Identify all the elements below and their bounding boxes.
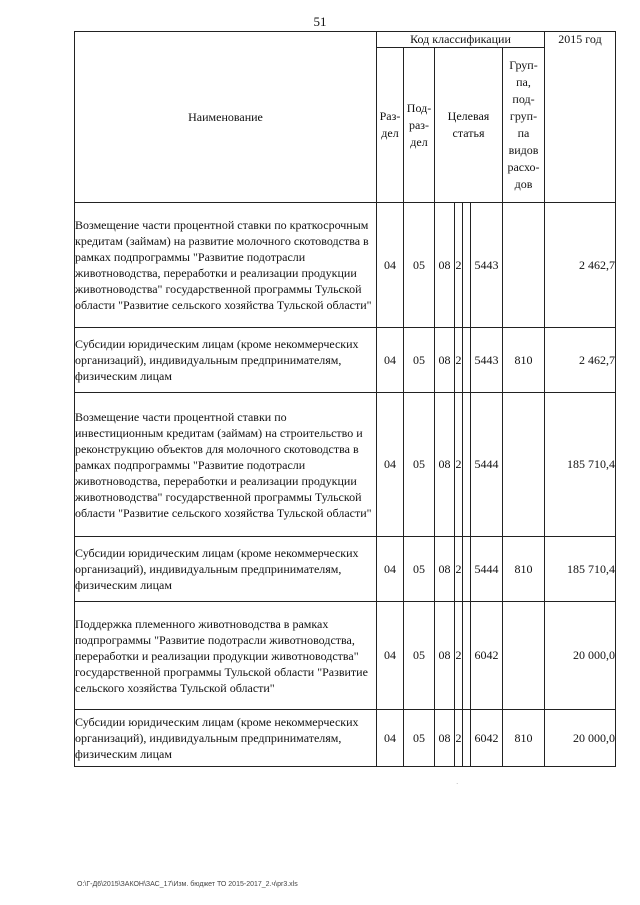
header-code-group: Код классификации bbox=[377, 32, 545, 48]
row-podrazdel: 05 bbox=[404, 710, 435, 767]
header-group-line: под- bbox=[512, 92, 535, 106]
header-group-line: дов bbox=[514, 177, 533, 191]
row-target-blank bbox=[463, 203, 471, 328]
row-target-program: 08 bbox=[435, 328, 455, 393]
row-razdel: 04 bbox=[377, 537, 404, 602]
header-podrazdel-line: раз- bbox=[408, 117, 430, 132]
row-razdel: 04 bbox=[377, 602, 404, 710]
row-target-subprogram: 2 bbox=[455, 393, 463, 537]
header-razdel-line: дел bbox=[381, 126, 399, 140]
row-name: Возмещение части процентной ставки по инвестиционным кредитам (займам) на строительство и реконструкцию объектов для молочного скотоводства в рамках подпрограммы "Развитие подотрасли животноводства, переработки и реализации продукции животноводства" государственной программы Тульской области "Развитие сельского хозяйства Тульской области" bbox=[75, 393, 377, 537]
header-group-line: Груп- bbox=[509, 58, 538, 72]
row-amount: 20 000,0 bbox=[545, 602, 616, 710]
table-row bbox=[75, 537, 616, 602]
row-group: 810 bbox=[503, 537, 545, 602]
table-row bbox=[75, 710, 616, 767]
row-target-blank bbox=[463, 393, 471, 537]
row-target-code: 5443 bbox=[471, 328, 503, 393]
row-target-subprogram: 2 bbox=[455, 710, 463, 767]
row-group bbox=[503, 602, 545, 710]
row-amount: 20 000,0 bbox=[545, 710, 616, 767]
row-target-subprogram: 2 bbox=[455, 203, 463, 328]
row-target-code: 5444 bbox=[471, 393, 503, 537]
row-razdel: 04 bbox=[377, 393, 404, 537]
row-group: 810 bbox=[503, 710, 545, 767]
row-razdel: 04 bbox=[377, 328, 404, 393]
row-target-blank bbox=[463, 537, 471, 602]
row-target-program: 08 bbox=[435, 710, 455, 767]
row-podrazdel: 05 bbox=[404, 602, 435, 710]
header-target-line: статья bbox=[452, 126, 485, 140]
header-podrazdel-line: дел bbox=[410, 134, 428, 149]
header-name: Наименование bbox=[75, 32, 377, 203]
row-name: Поддержка племенного животноводства в рамках подпрограммы "Развитие подотрасли животноводства, переработки и реализации продукции животноводства" государственной программы Тульской области "Развитие сельского хозяйства Тульской области" bbox=[75, 602, 377, 710]
table-row bbox=[75, 328, 616, 393]
header-group-line: па, bbox=[516, 75, 531, 89]
row-group bbox=[503, 203, 545, 328]
header-group-line: па bbox=[517, 126, 530, 140]
row-target-code: 5444 bbox=[471, 537, 503, 602]
header-podrazdel bbox=[404, 48, 435, 203]
header-group-line: видов bbox=[508, 143, 539, 157]
row-name: Субсидии юридическим лицам (кроме некоммерческих организаций), индивидуальным предпринимателям, физическим лицам bbox=[75, 328, 377, 393]
row-podrazdel: 05 bbox=[404, 203, 435, 328]
table-row bbox=[75, 203, 616, 328]
row-podrazdel: 05 bbox=[404, 537, 435, 602]
row-target-subprogram: 2 bbox=[455, 537, 463, 602]
header-podrazdel-line: Под- bbox=[406, 100, 432, 115]
row-target-code: 6042 bbox=[471, 710, 503, 767]
row-amount: 2 462,7 bbox=[545, 328, 616, 393]
row-target-subprogram: 2 bbox=[455, 328, 463, 393]
header-target bbox=[435, 48, 503, 203]
row-target-program: 08 bbox=[435, 203, 455, 328]
header-group-line: расхо- bbox=[507, 160, 540, 174]
header-group bbox=[503, 48, 545, 203]
table-row bbox=[75, 602, 616, 710]
row-name: Субсидии юридическим лицам (кроме некоммерческих организаций), индивидуальным предпринимателям, физическим лицам bbox=[75, 710, 377, 767]
row-target-blank bbox=[463, 328, 471, 393]
row-podrazdel: 05 bbox=[404, 328, 435, 393]
row-target-program: 08 bbox=[435, 602, 455, 710]
budget-table bbox=[74, 31, 616, 767]
row-name: Субсидии юридическим лицам (кроме некоммерческих организаций), индивидуальным предпринимателям, физическим лицам bbox=[75, 537, 377, 602]
header-target-line: Целевая bbox=[447, 109, 490, 123]
row-target-code: 6042 bbox=[471, 602, 503, 710]
row-amount: 185 710,4 bbox=[545, 537, 616, 602]
row-razdel: 04 bbox=[377, 203, 404, 328]
table-header bbox=[75, 32, 616, 203]
row-target-code: 5443 bbox=[471, 203, 503, 328]
page-number: 51 bbox=[313, 14, 327, 29]
row-group bbox=[503, 393, 545, 537]
header-razdel-line: Раз- bbox=[379, 109, 401, 123]
header-year: 2015 год bbox=[545, 32, 616, 203]
row-target-subprogram: 2 bbox=[455, 602, 463, 710]
table-row bbox=[75, 393, 616, 537]
row-target-blank bbox=[463, 710, 471, 767]
row-name: Возмещение части процентной ставки по краткосрочным кредитам (займам) на развитие молочного скотоводства в рамках подпрограммы "Развитие подотрасли животноводства, переработки и реализации продукции животноводства" государственной программы Тульской области "Развитие сельского хозяйства Тульской области" bbox=[75, 203, 377, 328]
header-razdel bbox=[377, 48, 404, 203]
row-target-program: 08 bbox=[435, 537, 455, 602]
row-podrazdel: 05 bbox=[404, 393, 435, 537]
row-amount: 2 462,7 bbox=[545, 203, 616, 328]
row-razdel: 04 bbox=[377, 710, 404, 767]
row-amount: 185 710,4 bbox=[545, 393, 616, 537]
row-target-blank bbox=[463, 602, 471, 710]
row-target-program: 08 bbox=[435, 393, 455, 537]
footer-file-path: O:\Г-Д6\2015\ЗАКОН\ЗАС_17\Изм. бюджет ТО 2015-2017_2.ч\pr3.xls bbox=[77, 881, 298, 888]
row-group: 810 bbox=[503, 328, 545, 393]
header-group-line: груп- bbox=[509, 109, 538, 123]
scan-speck: · bbox=[456, 780, 459, 788]
